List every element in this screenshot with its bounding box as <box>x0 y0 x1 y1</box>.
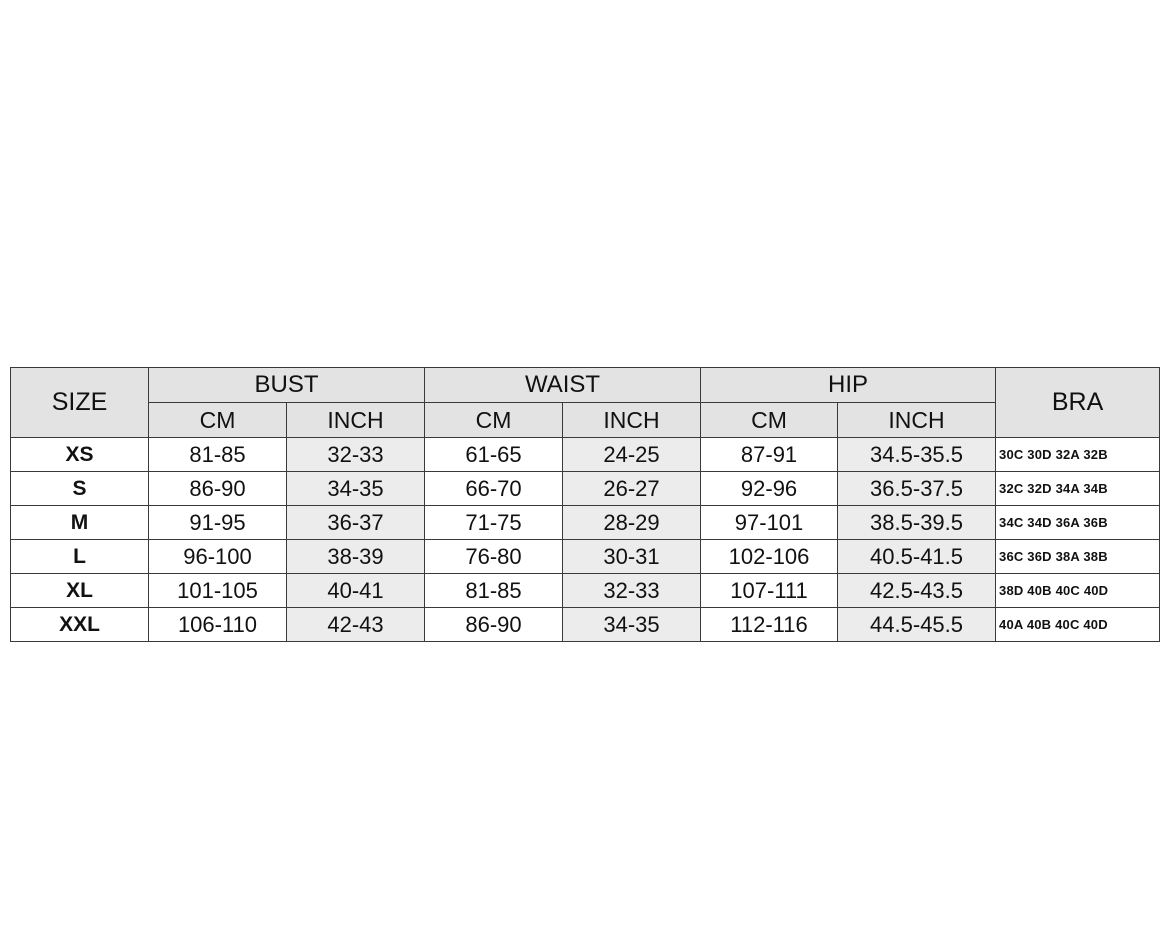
table-row <box>11 608 1160 642</box>
waist-inch-cell: 30-31 <box>563 540 701 574</box>
hip-cm-header: CM <box>701 403 838 438</box>
waist-inch-cell: 26-27 <box>563 472 701 506</box>
bust-inch-header: INCH <box>287 403 425 438</box>
bust-cm-cell: 101-105 <box>149 574 287 608</box>
size-cell: L <box>11 540 149 574</box>
bust-inch-cell: 36-37 <box>287 506 425 540</box>
waist-cm-cell: 76-80 <box>425 540 563 574</box>
bust-inch-cell: 34-35 <box>287 472 425 506</box>
bust-inch-cell: 38-39 <box>287 540 425 574</box>
bust-inch-cell: 32-33 <box>287 438 425 472</box>
size-cell: XXL <box>11 608 149 642</box>
bust-cm-header: CM <box>149 403 287 438</box>
bra-cell: 36C 36D 38A 38B <box>996 540 1160 574</box>
size-chart-table <box>10 367 1160 642</box>
waist-inch-cell: 34-35 <box>563 608 701 642</box>
hip-inch-cell: 42.5-43.5 <box>838 574 996 608</box>
waist-cm-header: CM <box>425 403 563 438</box>
size-cell: M <box>11 506 149 540</box>
hip-inch-cell: 36.5-37.5 <box>838 472 996 506</box>
waist-cm-cell: 81-85 <box>425 574 563 608</box>
bra-cell: 34C 34D 36A 36B <box>996 506 1160 540</box>
hip-header: HIP <box>701 368 996 403</box>
bust-cm-cell: 106-110 <box>149 608 287 642</box>
waist-cm-cell: 61-65 <box>425 438 563 472</box>
hip-inch-header: INCH <box>838 403 996 438</box>
waist-inch-cell: 32-33 <box>563 574 701 608</box>
bust-cm-cell: 81-85 <box>149 438 287 472</box>
bra-header: BRA <box>996 368 1160 438</box>
bust-cm-cell: 91-95 <box>149 506 287 540</box>
waist-inch-header: INCH <box>563 403 701 438</box>
hip-inch-cell: 40.5-41.5 <box>838 540 996 574</box>
size-cell: XS <box>11 438 149 472</box>
size-header: SIZE <box>11 368 149 438</box>
hip-cm-cell: 102-106 <box>701 540 838 574</box>
hip-cm-cell: 97-101 <box>701 506 838 540</box>
waist-inch-cell: 28-29 <box>563 506 701 540</box>
table-row <box>11 540 1160 574</box>
bra-cell: 38D 40B 40C 40D <box>996 574 1160 608</box>
waist-cm-cell: 71-75 <box>425 506 563 540</box>
hip-cm-cell: 87-91 <box>701 438 838 472</box>
size-cell: S <box>11 472 149 506</box>
hip-inch-cell: 34.5-35.5 <box>838 438 996 472</box>
waist-cm-cell: 66-70 <box>425 472 563 506</box>
bust-cm-cell: 96-100 <box>149 540 287 574</box>
bust-header: BUST <box>149 368 425 403</box>
waist-header: WAIST <box>425 368 701 403</box>
table-row <box>11 574 1160 608</box>
waist-inch-cell: 24-25 <box>563 438 701 472</box>
hip-inch-cell: 44.5-45.5 <box>838 608 996 642</box>
hip-inch-cell: 38.5-39.5 <box>838 506 996 540</box>
bra-cell: 30C 30D 32A 32B <box>996 438 1160 472</box>
bra-cell: 40A 40B 40C 40D <box>996 608 1160 642</box>
table-row <box>11 438 1160 472</box>
size-cell: XL <box>11 574 149 608</box>
bra-cell: 32C 32D 34A 34B <box>996 472 1160 506</box>
table-row <box>11 506 1160 540</box>
hip-cm-cell: 112-116 <box>701 608 838 642</box>
hip-cm-cell: 92-96 <box>701 472 838 506</box>
bust-inch-cell: 40-41 <box>287 574 425 608</box>
bust-inch-cell: 42-43 <box>287 608 425 642</box>
waist-cm-cell: 86-90 <box>425 608 563 642</box>
table-row <box>11 472 1160 506</box>
bust-cm-cell: 86-90 <box>149 472 287 506</box>
hip-cm-cell: 107-111 <box>701 574 838 608</box>
